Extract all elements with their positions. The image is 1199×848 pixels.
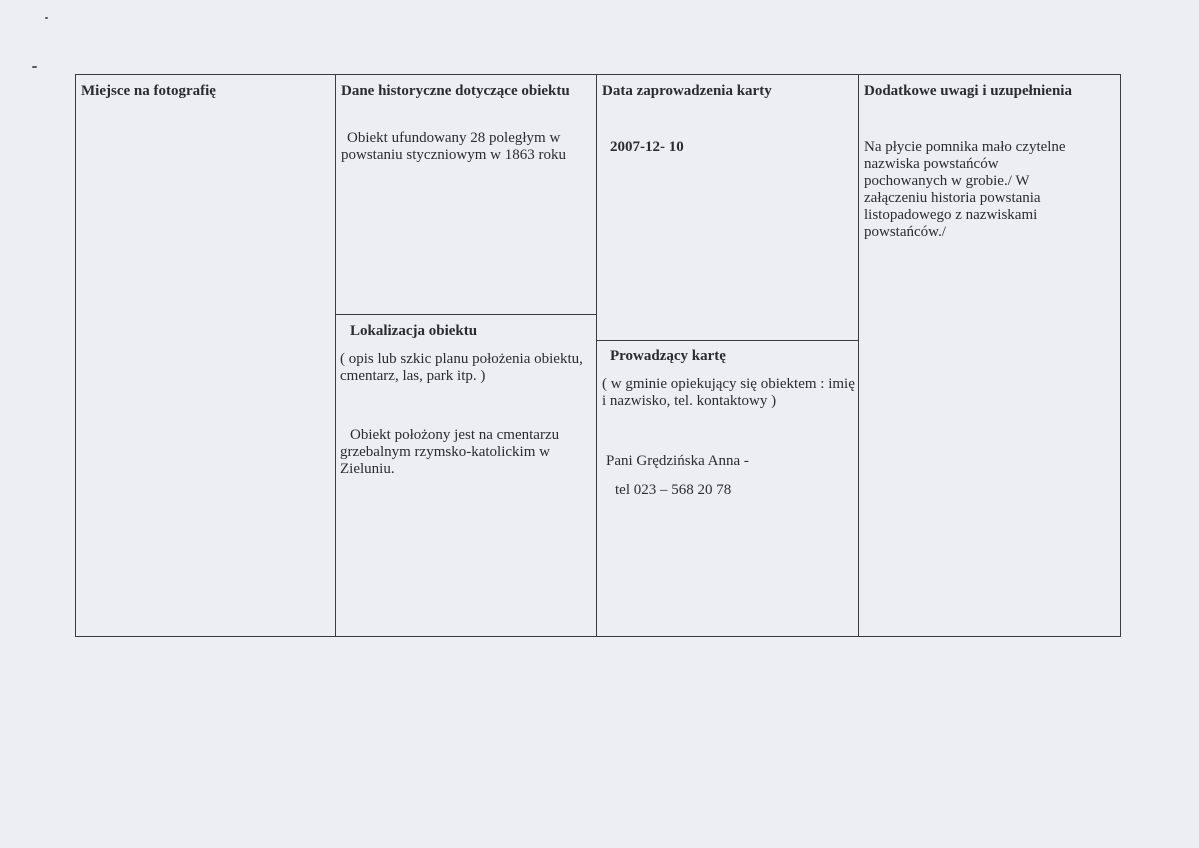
- history-cell-text: Obiekt ufundowany 28 poległym w powstaniu styczniowym w 1863 roku: [341, 130, 566, 163]
- keeper-cell-hint: ( w gminie opiekujący się obiektem : imię i nazwisko, tel. kontaktowy ): [602, 376, 855, 409]
- location-cell-text: Obiekt położony jest na cmentarzu grzebalnym rzymsko-katolickim w Zieluniu.: [340, 427, 560, 477]
- notes-cell-text: Na płycie pomnika mało czytelne nazwiska powstańców pochowanych w grobie./ W załączeniu historia powstania listopadowego z nazwiskami powstańców./: [864, 139, 1066, 240]
- date-cell: [597, 75, 858, 340]
- location-cell-heading: Lokalizacja obiektu: [350, 323, 478, 339]
- scan-speck: [45, 17, 48, 19]
- scan-speck: [32, 66, 37, 68]
- keeper-name: Pani Grędzińska Anna -: [606, 453, 749, 469]
- notes-cell-heading: Dodatkowe uwagi i uzupełnienia: [864, 83, 1072, 99]
- keeper-cell-heading: Prowadzący kartę: [610, 348, 726, 364]
- location-cell-hint: ( opis lub szkic planu położenia obiektu, cmentarz, las, park itp. ): [340, 351, 583, 384]
- date-cell-heading: Data zaprowadzenia karty: [602, 83, 772, 99]
- keeper-phone: tel 023 – 568 20 78: [615, 482, 732, 498]
- keeper-cell: [597, 340, 858, 636]
- location-cell: [336, 314, 596, 636]
- notes-cell: [859, 75, 1120, 636]
- record-card-table: [75, 74, 1121, 637]
- photo-cell-heading: Miejsce na fotografię: [81, 83, 216, 99]
- photo-cell: [76, 75, 336, 636]
- history-cell: [336, 75, 596, 314]
- date-column: [597, 75, 859, 636]
- date-cell-value: 2007-12- 10: [610, 139, 684, 155]
- history-cell-heading: Dane historyczne dotyczące obiektu: [341, 83, 570, 99]
- history-column: [336, 75, 597, 636]
